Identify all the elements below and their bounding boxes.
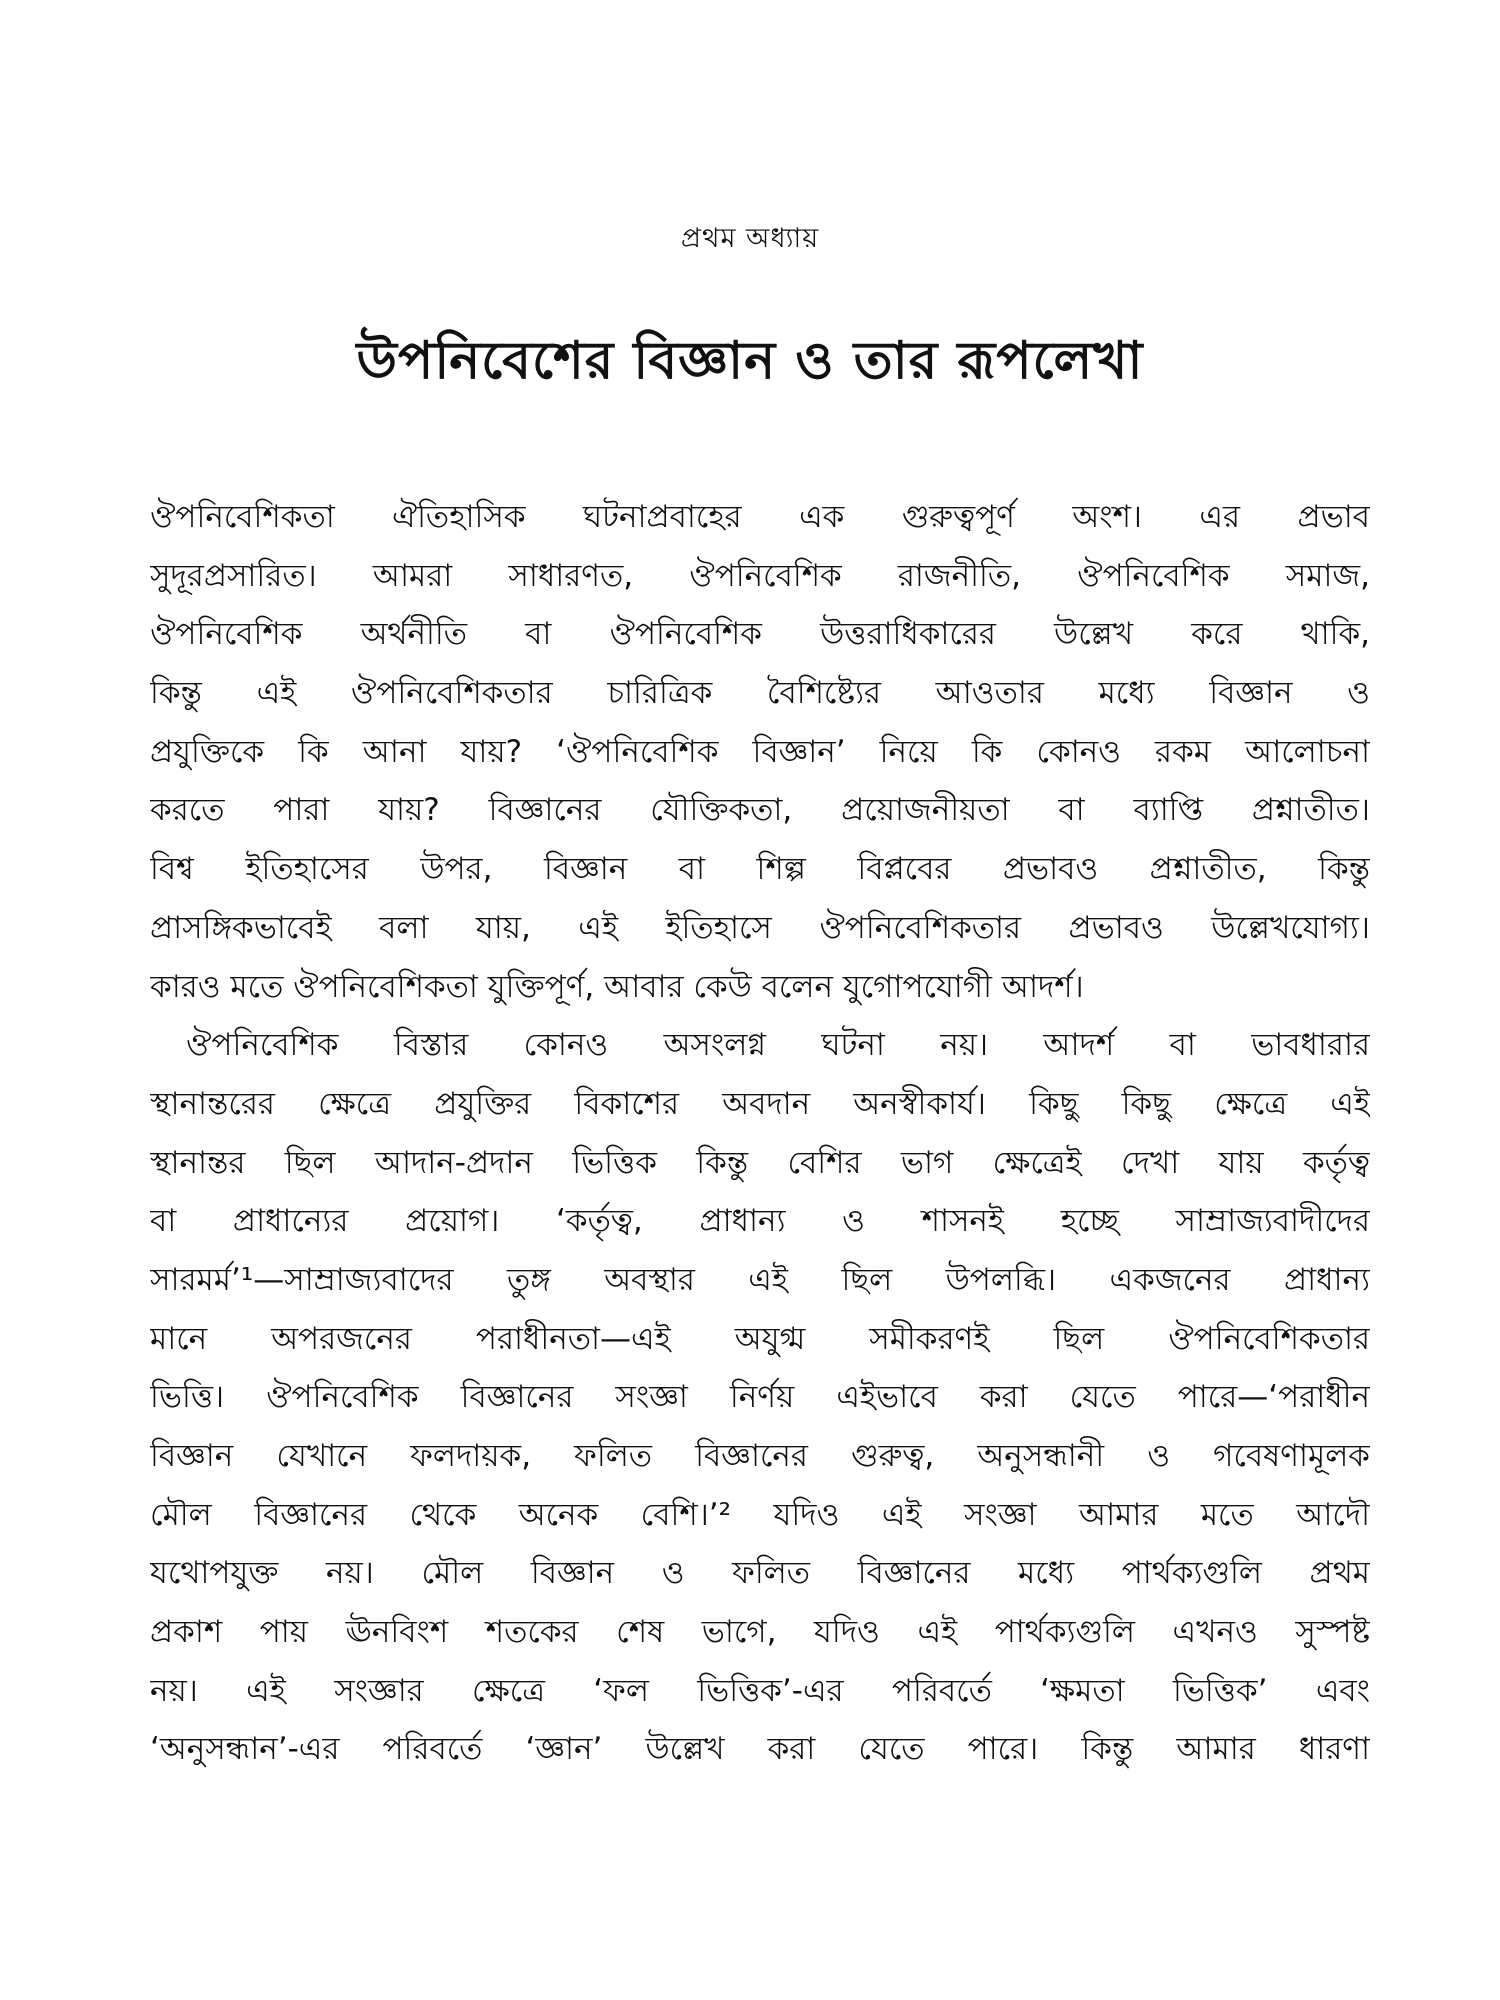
chapter-title: উপনিবেশের বিজ্ঞান ও তার রূপলেখা: [356, 331, 1144, 391]
text-line: প্রাসঙ্গিকভাবেই বলা যায়, এই ইতিহাসে ঔপনিবেশিকতার প্রভাবও উল্লেখযোগ্য।: [150, 909, 1370, 946]
text-line: ভিত্তি। ঔপনিবেশিক বিজ্ঞানের সংজ্ঞা নির্ণয় এইভাবে করা যেতে পারে—‘পরাধীন: [150, 1379, 1370, 1416]
paragraph-start-line: ঔপনিবেশিক বিস্তার কোনও অসংলগ্ন ঘটনা নয়। আদর্শ বা ভাবধারার: [186, 1027, 1370, 1064]
text-line: মানে অপরজনের পরাধীনতা—এই অযুগ্ম সমীকরণই ছিল ঔপনিবেশিকতার: [150, 1320, 1370, 1357]
text-line: বিশ্ব ইতিহাসের উপর, বিজ্ঞান বা শিল্প বিপ্লবের প্রভাবও প্রশ্নাতীত, কিন্তু: [150, 851, 1370, 888]
body-text: [150, 488, 1370, 1779]
text-line: নয়। এই সংজ্ঞার ক্ষেত্রে ‘ফল ভিত্তিক’-এর পরিবর্তে ‘ক্ষমতা ভিত্তিক’ এবং: [150, 1672, 1370, 1709]
text-line: কারও মতে ঔপনিবেশিকতা যুক্তিপূর্ণ, আবার কেউ বলেন যুগোপযোগী আদর্শ।: [150, 968, 1084, 1005]
text-line: ‘অনুসন্ধান’-এর পরিবর্তে ‘জ্ঞান’ উল্লেখ করা যেতে পারে। কিন্তু আমার ধারণা: [150, 1731, 1370, 1768]
text-line: কিন্তু এই ঔপনিবেশিকতার চারিত্রিক বৈশিষ্ট্যের আওতার মধ্যে বিজ্ঞান ও: [150, 675, 1370, 712]
text-line: বিজ্ঞান যেখানে ফলদায়ক, ফলিত বিজ্ঞানের গুরুত্ব, অনুসন্ধানী ও গবেষণামূলক: [150, 1438, 1370, 1474]
text-line: যথোপযুক্ত নয়। মৌল বিজ্ঞান ও ফলিত বিজ্ঞানের মধ্যে পার্থক্যগুলি প্রথম: [150, 1555, 1370, 1592]
text-line: প্রযুক্তিকে কি আনা যায়? ‘ঔপনিবেশিক বিজ্ঞান’ নিয়ে কি কোনও রকম আলোচনা: [150, 733, 1370, 770]
text-line: সুদূরপ্রসারিত। আমরা সাধারণত, ঔপনিবেশিক রাজনীতি, ঔপনিবেশিক সমাজ,: [150, 557, 1370, 594]
text-line: সারমর্ম’¹—সাম্রাজ্যবাদের তুঙ্গ অবস্থার এই ছিল উপলব্ধি। একজনের প্রাধান্য: [150, 1261, 1370, 1298]
text-line: স্থানান্তরের ক্ষেত্রে প্রযুক্তির বিকাশের অবদান অনস্বীকার্য। কিছু কিছু ক্ষেত্রে এই: [150, 1085, 1370, 1122]
text-line: প্রকাশ পায় ঊনবিংশ শতকের শেষ ভাগে, যদিও এই পার্থক্যগুলি এখনও সুস্পষ্ট: [150, 1614, 1370, 1651]
chapter-label: প্রথম অধ্যায়: [680, 223, 820, 254]
text-line: ঔপনিবেশিকতা ঐতিহাসিক ঘটনাপ্রবাহের এক গুরুত্বপূর্ণ অংশ। এর প্রভাব: [150, 499, 1370, 535]
text-line: স্থানান্তর ছিল আদান-প্রদান ভিত্তিক কিন্তু বেশির ভাগ ক্ষেত্রেই দেখা যায় কর্তৃত্ব: [150, 1144, 1370, 1181]
text-line: বা প্রাধান্যের প্রয়োগ। ‘কর্তৃত্ব, প্রাধান্য ও শাসনই হচ্ছে সাম্রাজ্যবাদীদের: [150, 1203, 1370, 1240]
text-line: মৌল বিজ্ঞানের থেকে অনেক বেশি।’² যদিও এই সংজ্ঞা আমার মতে আদৌ: [150, 1496, 1370, 1533]
text-line: করতে পারা যায়? বিজ্ঞানের যৌক্তিকতা, প্রয়োজনীয়তা বা ব্যাপ্তি প্রশ্নাতীত।: [150, 792, 1370, 829]
text-line: ঔপনিবেশিক অর্থনীতি বা ঔপনিবেশিক উত্তরাধিকারের উল্লেখ করে থাকি,: [150, 616, 1370, 653]
